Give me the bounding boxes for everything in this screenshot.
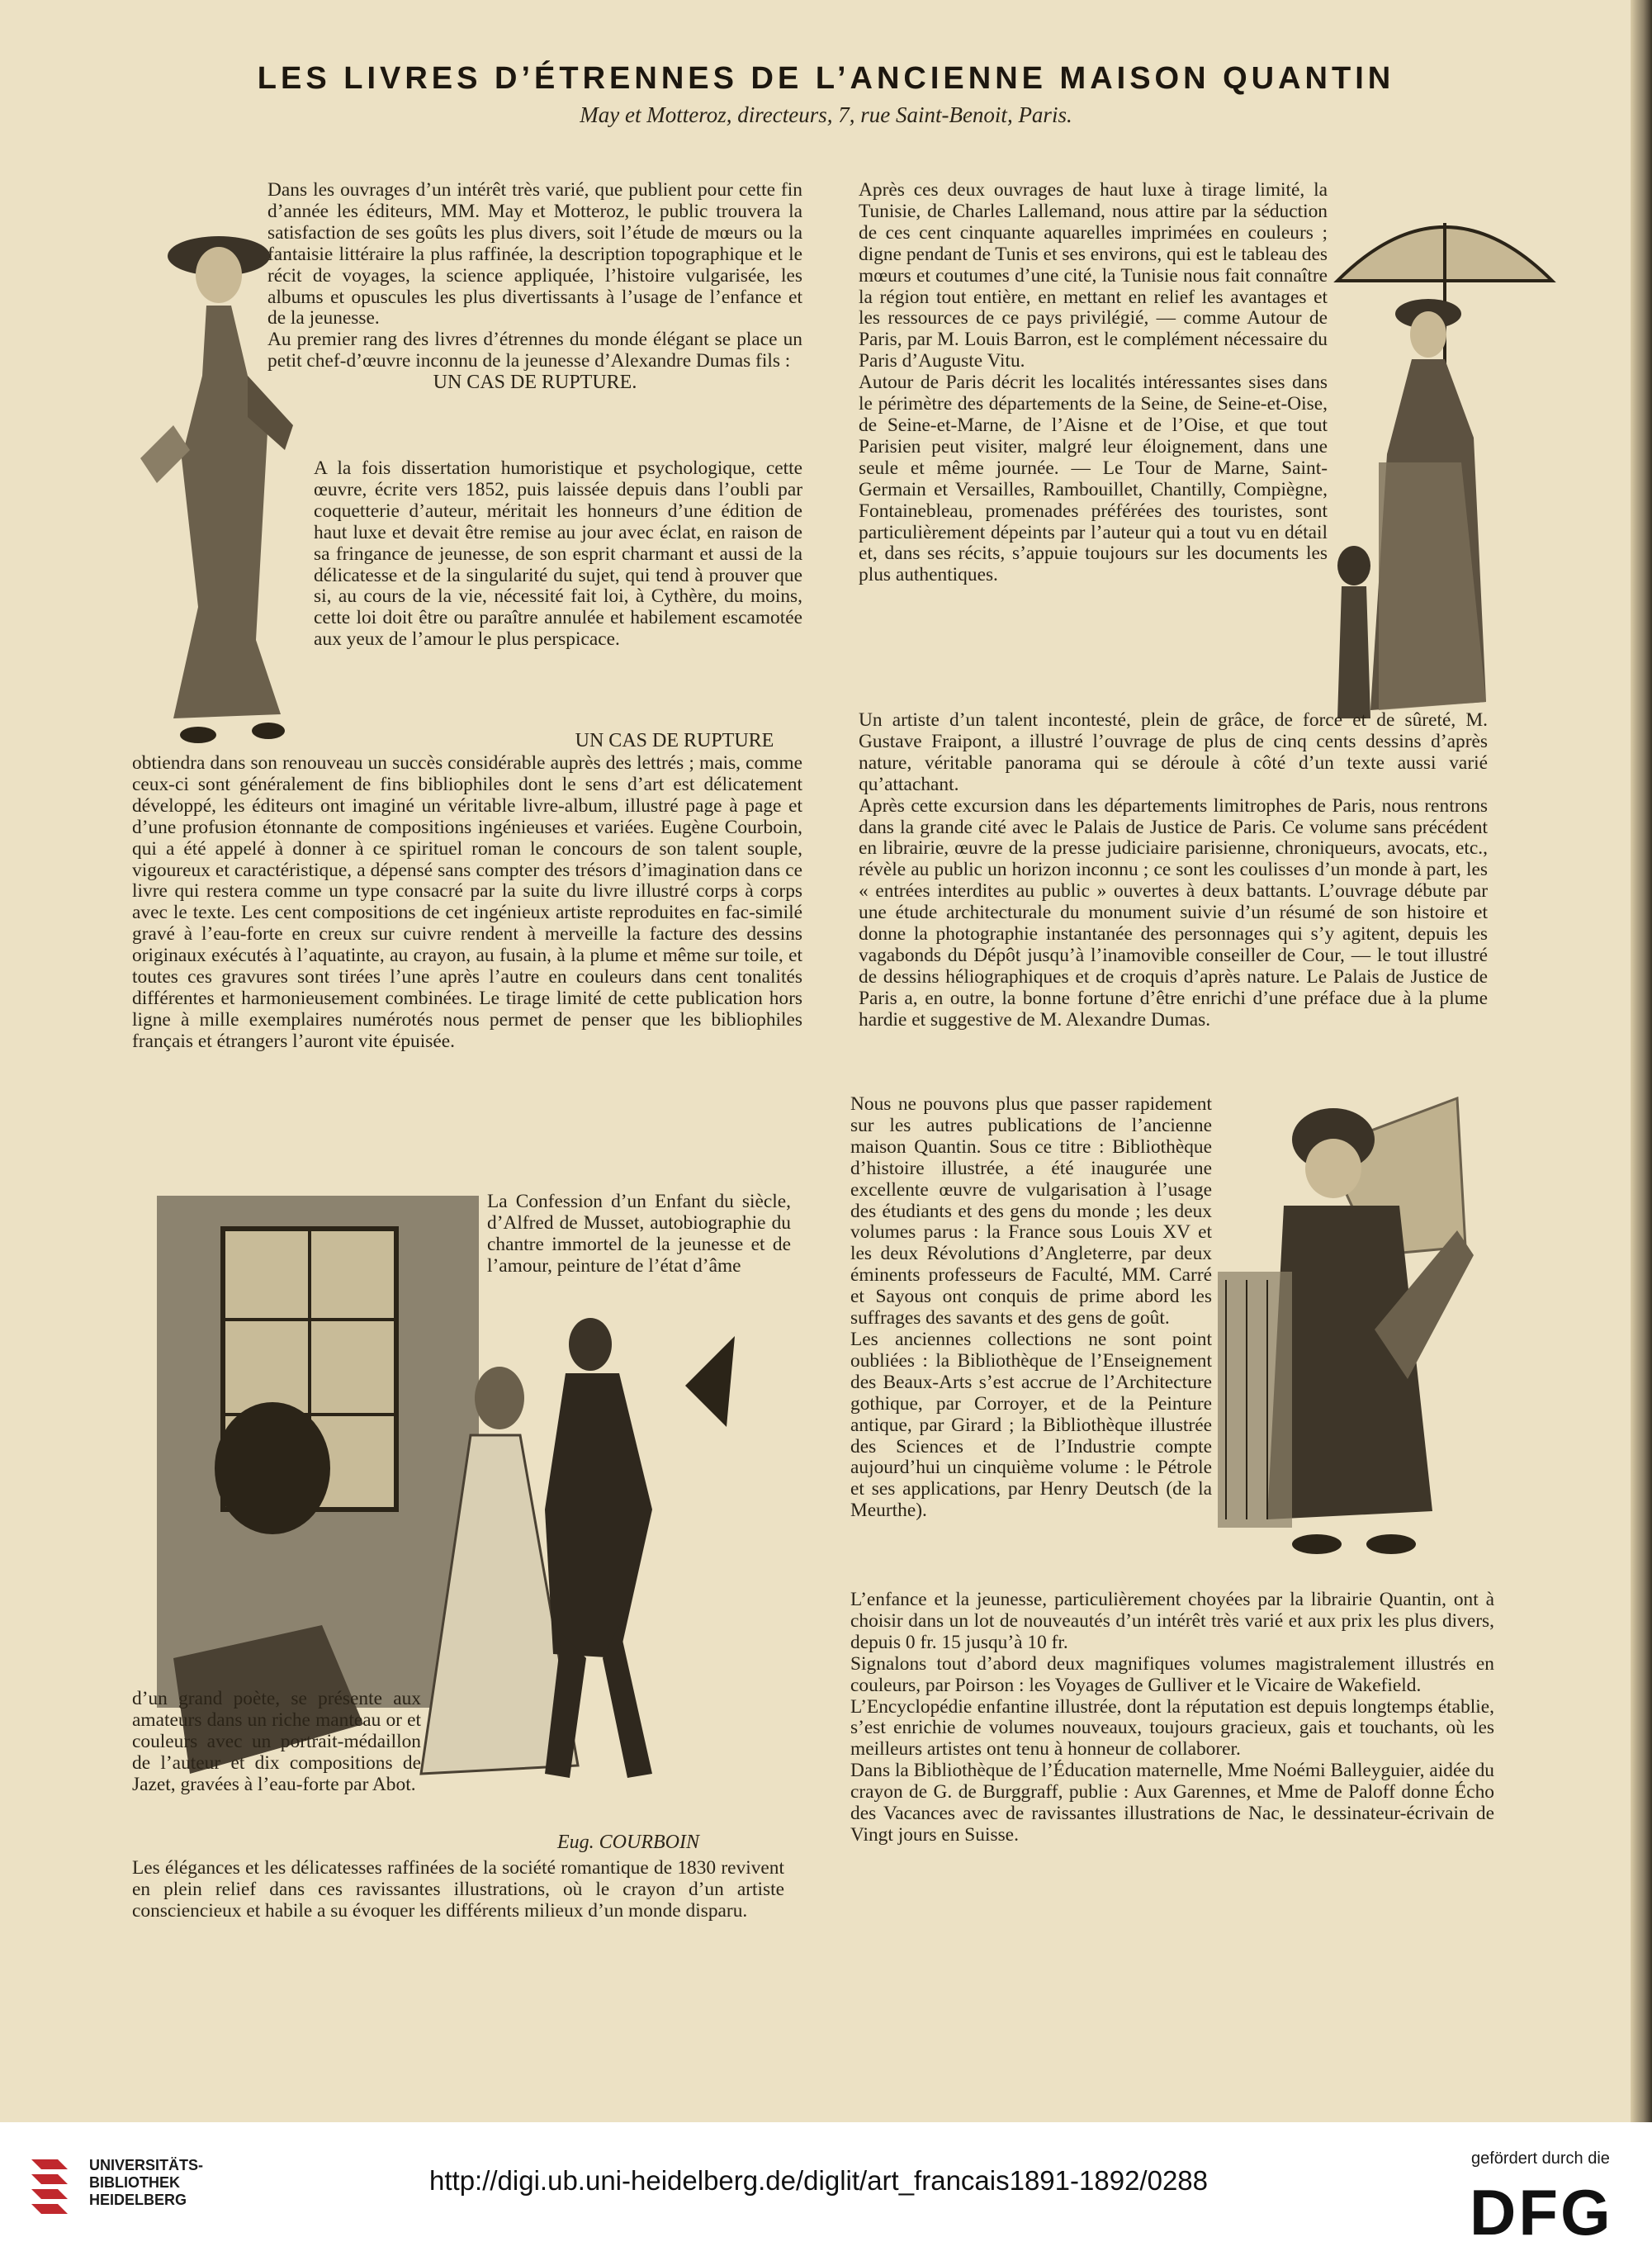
paragraph-education-maternelle: Dans la Bibliothèque de l’Éducation maternelle, Mme Noémi Balleyguier, aidée du crayon de G. de Burggraff, publie : Aux Garennes, et Mme de Paloff donne Écho des Vacances avec de ravissantes illustrations de Nac, le dessinateur-écrivain de Vingt jours en Suisse. xyxy=(850,1760,1494,1846)
artist-signature xyxy=(556,1832,701,1853)
right-text-fraipont xyxy=(859,710,1488,1031)
funder-note: gefördert durch die xyxy=(1471,2149,1610,2168)
left-text-rupture xyxy=(314,458,802,651)
paragraph-livre-album: obtiendra dans son renouveau un succès considérable auprès des lettrés ; mais, comme ceux-ci sont généralement de fins bibliophiles dont le sens d’art est délicatement développé, les éditeurs ont imaginé un véritable livre-album, illustré page à page et d’une profusion étonnante de compositions ingénieuses et variées. Eugène Courboin, qui a été appelé à donner à ce spirituel roman le concours de son talent souple, vigoureux et caractéristique, a dépensé sans compter des trésors d’imagination dans ce livre qui restera comme un type consacré par la suite du livre illustré corps à corps avec le texte. Les cent compositions de cet ingénieux artiste reproduites en fac-similé gravé à l’eau-forte en creux sur cuivre rendent à merveille la facture des dessins originaux exécutés à l’aquatinte, au crayon, au fusain, à la plume et même sur toile, et toutes ces gravures sont tirées l’une après l’autre en couleurs dans cent tonalités différentes et harmonieusement combinées. Le tirage limité de cette publication hors ligne à mille exemplaires numérotés nous permet de penser que les bibliophiles français et étrangers l’auront vite épuisée. xyxy=(132,752,802,1052)
paragraph-tunisie: Après ces deux ouvrages de haut luxe à tirage limité, la Tunisie, de Charles Lallemand, nous attire par la séduction de ces cent cinquante aquarelles imprimées en couleurs ; digne pendant de Tunis et ses environs, qui est le tableau des mœurs et coutumes d’une cité, la Tunisie nous fait connaître la région tout entière, en mettant en relief les avantages et les ressources de ce pays privilégié, — comme Autour de Paris, par M. Louis Barron, est le complément nécessaire du Paris d’Auguste Vitu. xyxy=(859,179,1328,372)
paragraph-grand-poete: d’un grand poète, se présente aux amateurs dans un riche manteau or et couleurs avec un portrait-médaillon de l’auteur et dix compositions de Jazet, gravées à l’eau-forte par Abot. xyxy=(132,1688,421,1795)
left-text-top xyxy=(267,180,802,394)
paragraph-encyclopedie: L’Encyclopédie enfantine illustrée, dont la réputation est depuis longtemps établie, s’est enrichie de volumes nouveaux, toujours gracieux, gais et touchants, où les meilleurs artistes ont tenu à honneur de collaborer. xyxy=(850,1695,1494,1761)
paragraph-palais-de-justice: Après cette excursion dans les départements limitrophes de Paris, nous rentrons dans la grande cité avec le Palais de Justice de Paris. Ce volume sans précédent en librairie, œuvre de la presse judiciaire parisienne, chroniqueurs, avocats, etc., révèle au public un horizon inconnu ; ce sont les coulisses d’un monde à part, les « entrées interdites au public » ouvertes à deux battants. L’ouvrage débute par une étude architecturale du monument suivie d’un résumé de son histoire et donne la photographie instantanée des personnages qui s’y agitent, depuis les vagabonds du Dépôt jusqu’à l’inamovible conseiller de Cour, — le tout illustré de dessins héliographiques et de croquis d’après nature. Le Palais de Justice de Paris a, en outre, la bonne fortune d’être enrichi d’une préface due à la plume hardie et suggestive de M. Alexandre Dumas. xyxy=(859,794,1488,1031)
paragraph-confession: La Confession d’un Enfant du siècle, d’Alfred de Musset, autobiographie du chantre immortel de la jeunesse et de l’amour, peinture de l’état d’âme xyxy=(487,1191,791,1277)
paragraph-bibliotheque-histoire: Nous ne pouvons plus que passer rapidement sur les autres publications de l’ancienne maison Quantin. Sous ce titre : Bibliothèque d’histoire illustrée, a été inaugurée une excellente œuvre de vulgarisation à l’usage des étudiants et des gens du monde ; les deux volumes parus : la France sous Louis XV et les deux Révolutions d’Angleterre, par deux éminents professeurs de Faculté, MM. Carré et Sayous ont conquis de prime abord les suffrages des savants et des gens de goût. xyxy=(850,1093,1212,1329)
paragraph-elegances: Les élégances et les délicatesses raffinées de la société romantique de 1830 revivent en plein relief dans ces ravissantes illustrations, où le crayon d’un artiste consciencieux et habile a su évoquer les différents milieux d’un monde disparu. xyxy=(132,1857,784,1922)
dfg-logo: DFG xyxy=(1470,2176,1613,2249)
paragraph-enfance: L’enfance et la jeunesse, particulièrement choyées par la librairie Quantin, ont à choisir dans un lot de nouveautés d’un intérêt très varié et aux prix les plus divers, depuis 0 fr. 15 jusqu’à 10 fr. xyxy=(850,1589,1494,1653)
university-library-logo-icon xyxy=(25,2151,74,2225)
permalink-url[interactable]: http://digi.ub.uni-heidelberg.de/diglit/art_francais1891-1892/0288 xyxy=(429,2165,1208,2196)
left-text-album xyxy=(132,753,802,1053)
paragraph-anciennes-collections: Les anciennes collections ne sont point oubliées : la Bibliothèque de l’Enseignement des Beaux-Arts s’est accrue de l’Architecture gothique, par Corroyer, et de la Peinture antique, par Girard ; la Bibliothèque illustrée des Sciences et de l’Industrie compte aujourd’hui un cinquième volume : le Pétrole et ses applications, par Henry Deutsch (de la Meurthe). xyxy=(850,1328,1212,1522)
library-line-2: BIBLIOTHEK xyxy=(89,2174,180,2191)
left-text-poet xyxy=(132,1689,421,1796)
illustration-woman-parasol xyxy=(1321,190,1569,751)
paragraph-fraipont: Un artiste d’un talent incontesté, plein de grâce, de force et de sûreté, M. Gustave Fraipont, a illustré l’ouvrage de plus de cinq cents dessins d’après nature, véritable panorama qui se déroule à côté d’un texte aussi varié qu’attachant. xyxy=(859,709,1488,795)
left-text-elegances xyxy=(132,1858,784,1922)
left-text-rupture-title xyxy=(547,731,802,752)
illustration-winter-figure xyxy=(1209,1082,1482,1594)
heading-un-cas-de-rupture: UN CAS DE RUPTURE. xyxy=(433,372,637,394)
paragraph-intro: Dans les ouvrages d’un intérêt très varié, que publient pour cette fin d’année les éditeurs, MM. May et Motteroz, le public trouvera la satisfaction de ses goûts les plus divers, soit l’étude de mœurs ou la fantaisie littéraire la plus raffinée, la description topographique et le récit de voyages, la science appliquée, l’histoire vulgarisée, les albums et opuscules les plus divertissants à l’usage de l’enfance et de la jeunesse. xyxy=(267,179,802,329)
heading-rupture-inline: UN CAS DE RUPTURE xyxy=(575,730,774,751)
right-text-bibliotheque xyxy=(850,1094,1212,1522)
paragraph-dumas-intro: Au premier rang des livres d’étrennes du monde élégant se place un petit chef-d’œuvre inconnu de la jeunesse d’Alexandre Dumas fils : xyxy=(267,329,802,372)
paragraph-autour-de-paris: Autour de Paris décrit les localités intéressantes sises dans le périmètre des départements de la Seine, de Seine-et-Oise, de Seine-et-Marne, de l’Aisne et de l’Oise, et que tout Parisien peut visiter, malgré leur éloignement, dans une seule et même journée. — Le Tour de Marne, Saint-Germain et Versailles, Rambouillet, Chantilly, Compiègne, Fontainebleau, promenades préférées des touristes, sont particulièrement dépeints par l’auteur qui a tout vu en détail et, dans ses récits, s’appuie toujours sur les documents les plus authentiques. xyxy=(859,372,1328,586)
paragraph-rupture: A la fois dissertation humoristique et psychologique, cette œuvre, écrite vers 1852, puis laissée depuis dans l’oubli par coquetterie d’auteur, méritait les honneurs d’une édition de haut luxe et devait être remise au jour avec éclat, en raison de sa fringance de jeunesse, de son esprit charmant et aussi de la délicatesse et de la singularité du sujet, qui tend à prouver que si, au cours de la vie, nécessité fait loi, à Cythère, du moins, cette loi doit être ou paraître annulée et habilement escamotée aux yeux de l’amour le plus perspicace. xyxy=(314,457,802,651)
svg-text:Eug. COURBOIN: Eug. COURBOIN xyxy=(557,1832,699,1853)
right-text-enfance xyxy=(850,1590,1494,1846)
page-title: LES LIVRES D’ÉTRENNES DE L’ANCIENNE MAISON QUANTIN xyxy=(257,61,1395,96)
right-text-tunisie xyxy=(859,180,1328,586)
library-line-1: UNIVERSITÄTS- xyxy=(89,2157,204,2173)
university-library-name xyxy=(89,2157,203,2209)
paragraph-poirson: Signalons tout d’abord deux magnifiques volumes magistralement illustrés en couleurs, par Poirson : les Voyages de Gulliver et le Vicaire de Wakefield. xyxy=(850,1652,1494,1696)
page-subtitle: May et Motteroz, directeurs, 7, rue Saint-Benoit, Paris. xyxy=(580,102,1072,127)
book-spine-shadow xyxy=(1631,0,1652,2122)
library-line-3: HEIDELBERG xyxy=(89,2192,187,2208)
